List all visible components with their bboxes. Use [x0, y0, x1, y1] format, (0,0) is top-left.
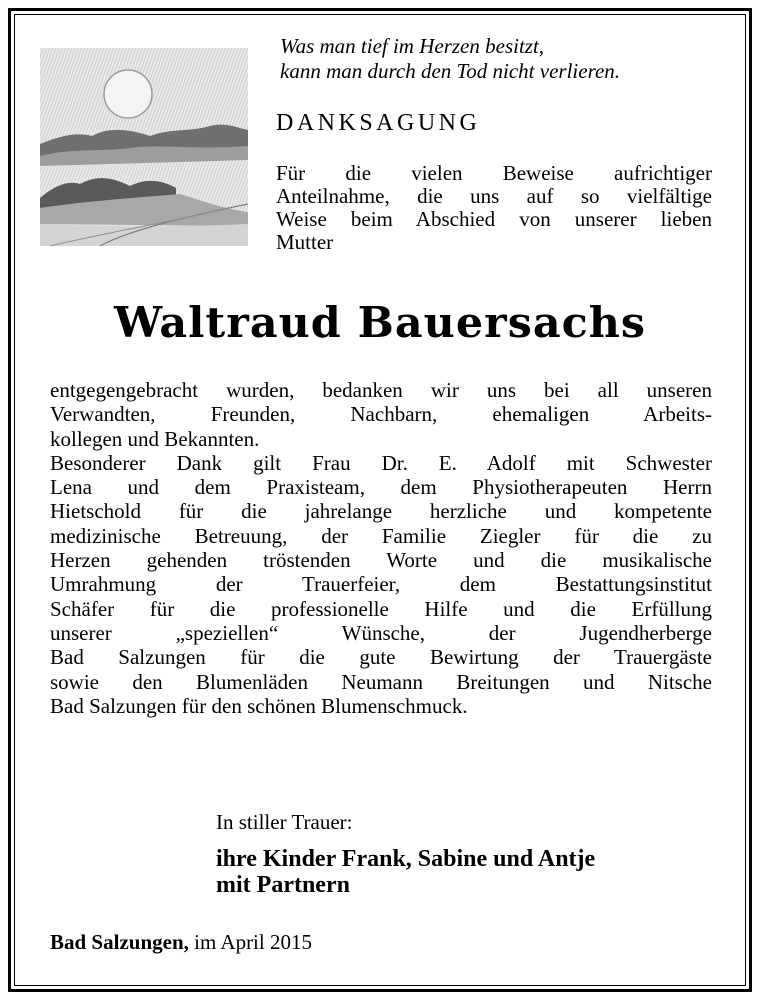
- body-line: medizinische Betreuung, der Familie Ziegler für die zu: [50, 523, 712, 548]
- place-date: [50, 930, 312, 955]
- body-line: Besonderer Dank gilt Frau Dr. E. Adolf mit Schwester: [50, 450, 712, 475]
- body-line: Herzen gehenden tröstenden Worte und die musikalische: [50, 548, 712, 573]
- body-line: Umrahmung der Trauerfeier, dem Bestattungsinstitut: [50, 572, 712, 597]
- intro-line: Anteilnahme, die uns auf so vielfältige: [276, 184, 712, 208]
- thanks-paragraph: [50, 378, 712, 718]
- deceased-name: Waltraud Bauersachs: [113, 298, 647, 347]
- date: im April 2015: [188, 930, 312, 954]
- body-line: Hietschold für die jahrelange herzliche und kompetente: [50, 499, 712, 524]
- body-line: entgegengebracht wurden, bedanken wir uns bei all unseren: [50, 378, 712, 402]
- place: Bad Salzungen,: [50, 930, 189, 954]
- body-line: kollegen und Bekannten.: [50, 426, 260, 451]
- intro-paragraph: [276, 162, 712, 254]
- intro-line: Weise beim Abschied von unserer lieben: [276, 207, 712, 231]
- body-line: Lena und dem Praxisteam, dem Physiotherapeuten Herrn: [50, 475, 712, 500]
- motto-line: Was man tief im Herzen besitzt,: [280, 34, 545, 58]
- heading: DANKSAGUNG: [276, 110, 481, 136]
- mourning-label: In stiller Trauer:: [216, 810, 353, 834]
- signers-line: mit Partnern: [216, 872, 350, 898]
- body-line: unserer „speziellen“ Wünsche, der Jugendherberge: [50, 620, 712, 645]
- body-line: Bad Salzungen für die gute Bewirtung der Trauergäste: [50, 645, 712, 670]
- intro-line: Für die vielen Beweise aufrichtiger: [276, 161, 712, 185]
- body-line: sowie den Blumenläden Neumann Breitungen und Nitsche: [50, 669, 712, 694]
- body-line: Schäfer für die professionelle Hilfe und die Erfüllung: [50, 596, 712, 621]
- signers: [216, 846, 595, 898]
- body-line: Bad Salzungen für den schönen Blumenschmuck.: [50, 693, 468, 718]
- motto-line: kann man durch den Tod nicht verlieren.: [280, 59, 621, 83]
- landscape-sun-illustration: [40, 48, 248, 246]
- signers-line: ihre Kinder Frank, Sabine und Antje: [216, 846, 596, 872]
- intro-line: Mutter: [276, 230, 334, 254]
- body-line: Verwandten, Freunden, Nachbarn, ehemaligen Arbeits-: [50, 402, 712, 427]
- motto-quote: [280, 34, 720, 84]
